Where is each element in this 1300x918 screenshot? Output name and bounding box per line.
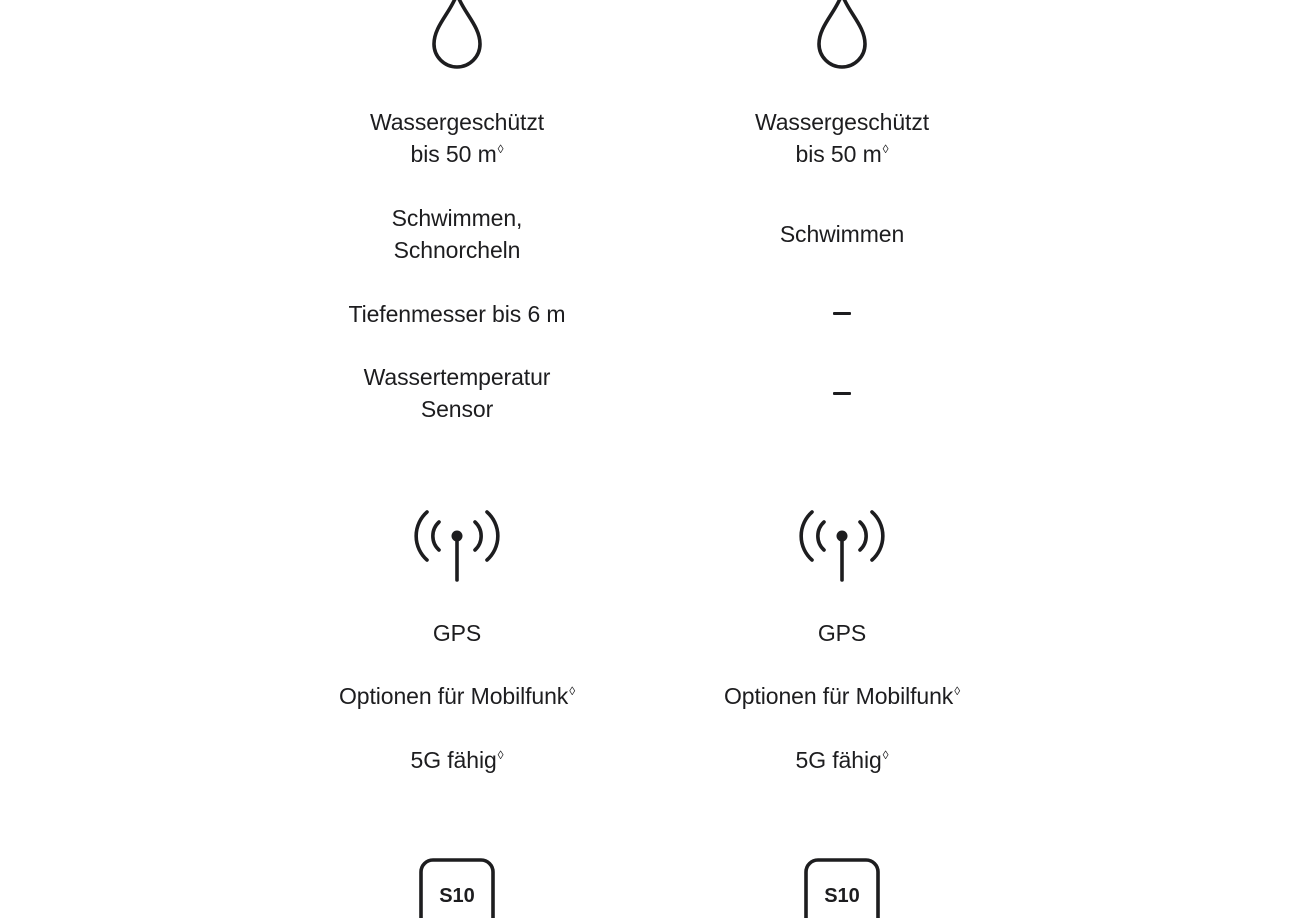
water-activities-line1: Schwimmen, — [391, 205, 523, 231]
depth-gauge-text: Tiefenmesser bis 6 m — [348, 301, 566, 327]
water-temperature-text — [287, 361, 627, 425]
water-drop-icon — [429, 0, 485, 74]
5g-label: 5G fähig — [795, 747, 882, 773]
footnote-mark: ◊ — [497, 748, 504, 762]
water-resistance-text — [672, 106, 1012, 170]
5g-text — [672, 744, 1012, 776]
cellular-text — [672, 680, 1012, 712]
water-resistance-line1: Wassergeschützt — [369, 109, 545, 135]
5g-label: 5G fähig — [410, 747, 497, 773]
5g-text — [287, 744, 627, 776]
water-temperature-line1: Wassertemperatur — [363, 364, 551, 390]
cellular-text — [287, 680, 627, 712]
antenna-icon — [414, 506, 500, 586]
footnote-mark: ◊ — [497, 142, 504, 156]
antenna-icon — [799, 506, 885, 586]
water-resistance-line2: bis 50 m — [795, 141, 882, 167]
footnote-mark: ◊ — [882, 748, 889, 762]
cellular-label: Optionen für Mobilfunk — [723, 683, 954, 709]
water-activities-text — [287, 202, 627, 266]
water-drop-icon — [814, 0, 870, 74]
gps-text: GPS — [817, 620, 867, 646]
footnote-mark: ◊ — [954, 684, 961, 698]
water-activities-line2: Schnorcheln — [393, 237, 521, 263]
water-temperature-line2: Sensor — [420, 396, 494, 422]
water-activities-text: Schwimmen — [779, 221, 905, 247]
gps-text: GPS — [432, 620, 482, 646]
water-resistance-text — [287, 106, 627, 170]
chip-label: S10 — [824, 885, 860, 907]
comparison-column-right — [672, 0, 1012, 907]
chip-icon — [419, 858, 495, 918]
water-temperature-not-available — [833, 392, 851, 395]
chip-label: S10 — [439, 885, 475, 907]
chip-icon — [804, 858, 880, 918]
water-resistance-line2: bis 50 m — [410, 141, 497, 167]
depth-gauge-not-available — [833, 312, 851, 315]
footnote-mark: ◊ — [569, 684, 576, 698]
footnote-mark: ◊ — [882, 142, 889, 156]
comparison-column-left — [287, 0, 627, 907]
water-resistance-line1: Wassergeschützt — [754, 109, 930, 135]
cellular-label: Optionen für Mobilfunk — [338, 683, 569, 709]
